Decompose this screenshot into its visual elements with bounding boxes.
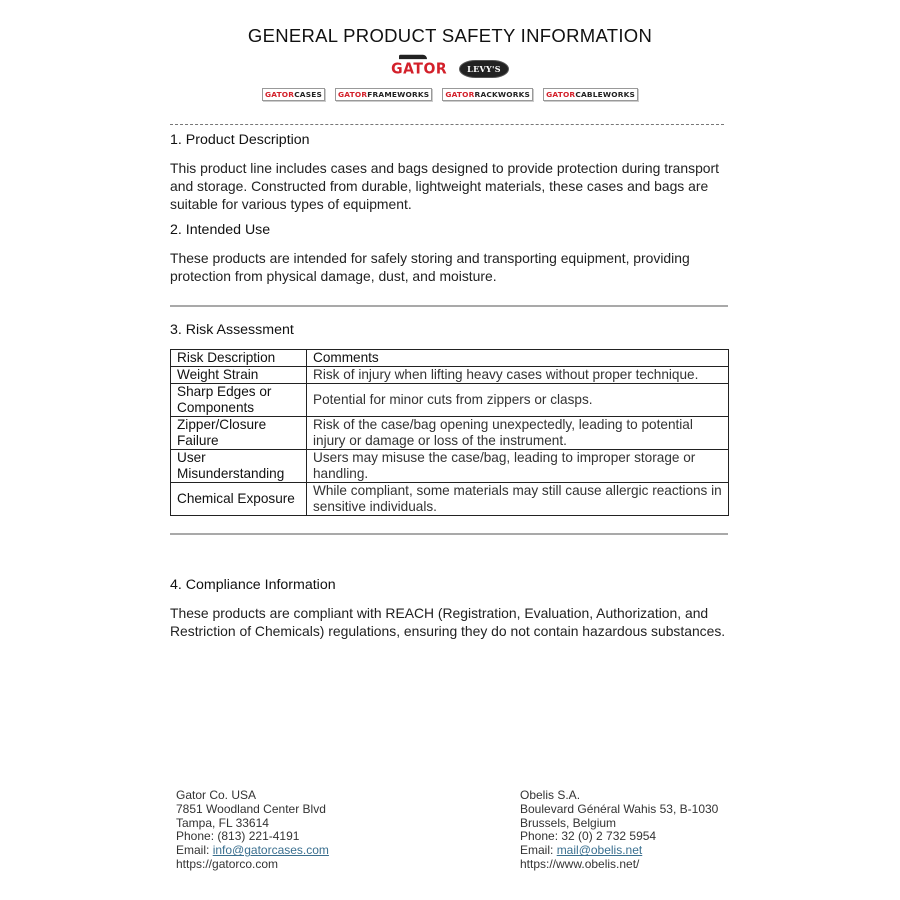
comment-cell: Risk of injury when lifting heavy cases without proper technique. xyxy=(307,367,729,384)
risk-cell: Weight Strain xyxy=(171,367,307,384)
usa-address-block xyxy=(176,789,329,872)
section-heading-intended-use: 2. Intended Use xyxy=(170,222,271,238)
gator-logo: GATOR xyxy=(391,60,448,78)
column-header-comments: Comments xyxy=(307,350,729,367)
risk-assessment-table xyxy=(170,349,729,516)
gator-rackworks-logo: GATORRACKWORKS xyxy=(442,88,533,101)
usa-street: 7851 Woodland Center Blvd xyxy=(176,801,326,816)
section-divider xyxy=(170,533,728,535)
risk-cell: Sharp Edges or Components xyxy=(171,384,307,417)
eu-city: Brussels, Belgium xyxy=(520,815,617,830)
dashed-divider xyxy=(170,124,724,125)
eu-company: Obelis S.A. xyxy=(520,788,581,802)
table-row xyxy=(171,417,729,450)
compliance-text: These products are compliant with REACH (Registration, Evaluation, Authorization, and Restriction of Chemicals) regulations, ensuring they do not contain hazardous substances. xyxy=(170,605,726,639)
section-heading-compliance: 4. Compliance Information xyxy=(170,577,336,593)
usa-city: Tampa, FL 33614 xyxy=(176,815,269,830)
eu-phone: Phone: 32 (0) 2 732 5954 xyxy=(520,829,657,844)
comment-cell: Risk of the case/bag opening unexpectedly, leading to potential injury or damage or loss of the instrument. xyxy=(307,417,729,450)
section-divider xyxy=(170,305,728,307)
section-heading-product-description: 1. Product Description xyxy=(170,132,310,148)
comment-cell: While compliant, some materials may still cause allergic reactions in sensitive individuals. xyxy=(307,483,729,516)
gator-cableworks-logo: GATORCABLEWORKS xyxy=(543,88,638,101)
eu-street: Boulevard Général Wahis 53, B-1030 xyxy=(520,801,719,816)
section-heading-risk-assessment: 3. Risk Assessment xyxy=(170,322,294,338)
risk-cell: Chemical Exposure xyxy=(171,483,307,516)
eu-website: https://www.obelis.net/ xyxy=(520,856,640,871)
comment-cell: Potential for minor cuts from zippers or clasps. xyxy=(307,384,729,417)
usa-website: https://gatorco.com xyxy=(176,856,279,871)
sub-brand-logos xyxy=(0,88,900,101)
table-row xyxy=(171,450,729,483)
usa-email-link[interactable]: info@gatorcases.com xyxy=(212,843,329,858)
risk-cell: User Misunderstanding xyxy=(171,450,307,483)
comment-cell: Users may misuse the case/bag, leading to improper storage or handling. xyxy=(307,450,729,483)
column-header-risk: Risk Description xyxy=(171,350,307,367)
brand-logos xyxy=(0,60,900,78)
table-row xyxy=(171,367,729,384)
levys-logo: LEVY'S xyxy=(459,60,509,78)
table-row xyxy=(171,483,729,516)
product-description-text: This product line includes cases and bags designed to provide protection during transport and storage. Constructed from durable, lightweight materials, these cases and bags are suitable for various types of equipment. xyxy=(170,160,720,212)
page-title: GENERAL PRODUCT SAFETY INFORMATION xyxy=(247,25,653,46)
usa-phone: Phone: (813) 221-4191 xyxy=(176,829,300,844)
table-header-row xyxy=(171,350,729,367)
usa-company: Gator Co. USA xyxy=(176,788,257,802)
intended-use-text: These products are intended for safely storing and transporting equipment, providing protection from physical damage, dust, and moisture. xyxy=(170,250,690,284)
gator-cases-logo: GATORCASES xyxy=(262,88,325,101)
eu-email-line: Email: mail@obelis.net xyxy=(520,843,643,858)
risk-cell: Zipper/Closure Failure xyxy=(171,417,307,450)
gator-frameworks-logo: GATORFRAMEWORKS xyxy=(335,88,432,101)
usa-email-line: Email: info@gatorcases.com xyxy=(176,843,329,858)
eu-address-block xyxy=(520,789,718,872)
eu-email-link[interactable]: mail@obelis.net xyxy=(556,843,643,858)
table-row xyxy=(171,384,729,417)
